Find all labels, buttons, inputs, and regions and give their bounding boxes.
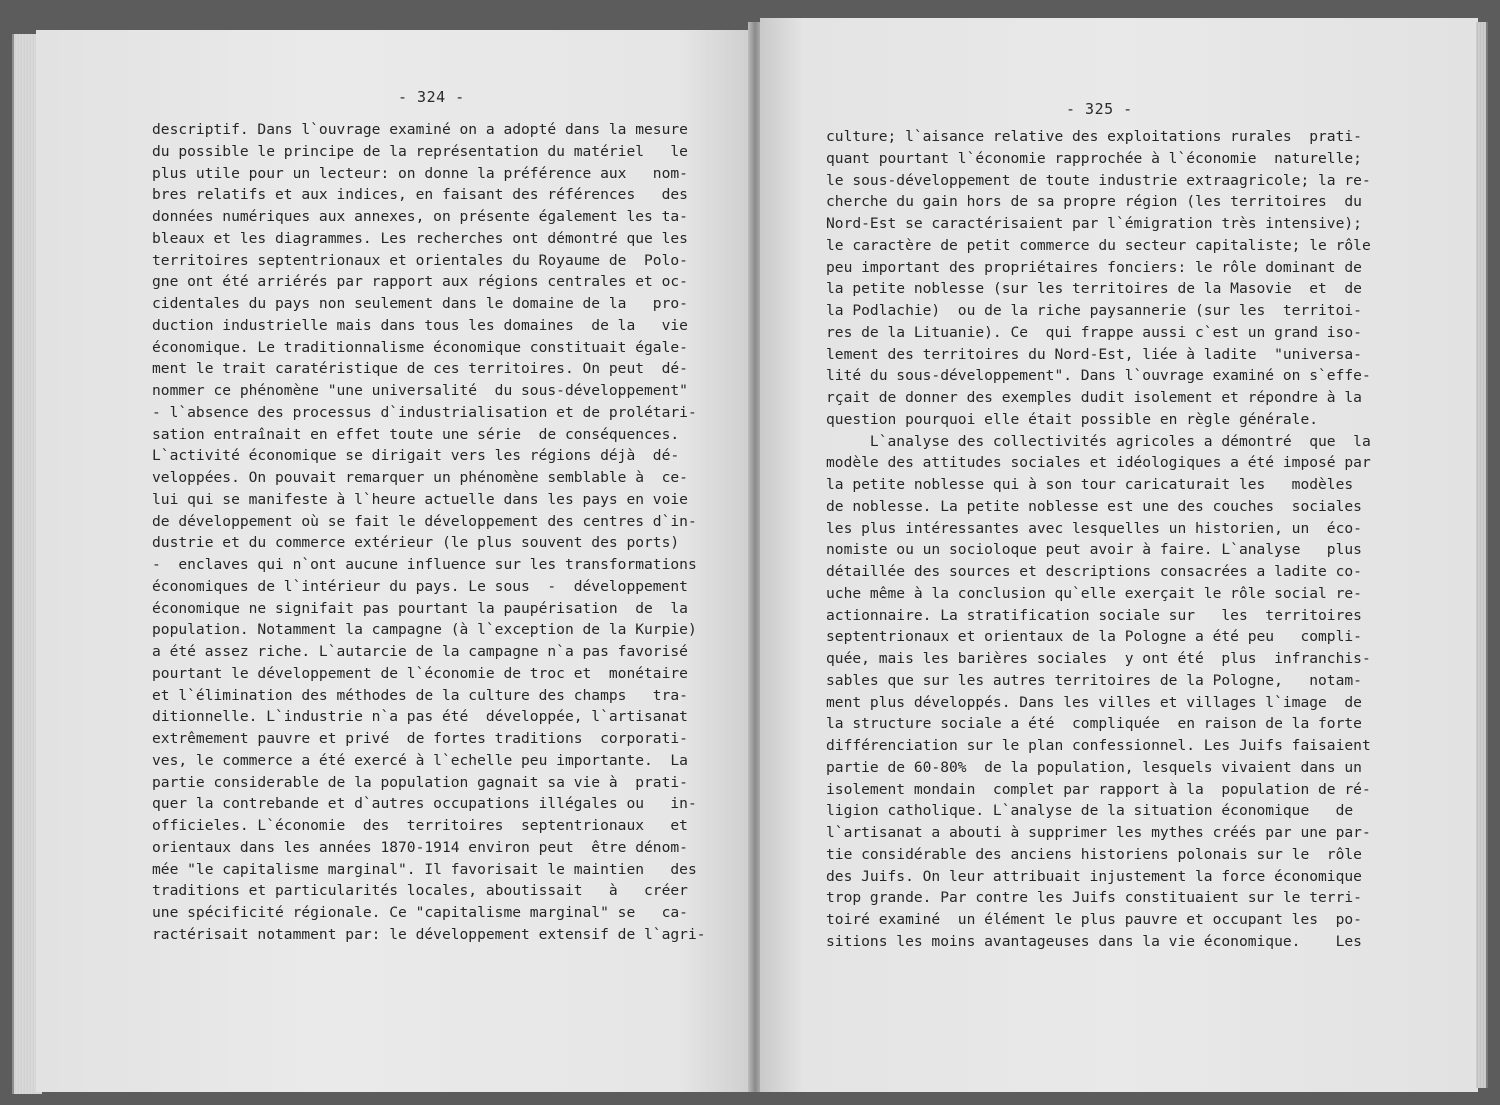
- text-line: isolement mondain complet par rapport à la population de ré-: [826, 780, 1371, 798]
- text-line: duction industrielle mais dans tous les domaines de la vie: [152, 316, 688, 334]
- text-line: tie considérable des anciens historiens polonais sur le rôle: [826, 845, 1362, 863]
- text-line: res de la Lituanie). Ce qui frappe aussi c`est un grand iso-: [826, 323, 1362, 341]
- text-line: des Juifs. On leur attribuait injustement la force économique: [826, 867, 1362, 885]
- left-page-number: - 324 -: [398, 88, 465, 106]
- text-line: Nord-Est se caractérisaient par l`émigration très intensive);: [826, 215, 1362, 232]
- text-line: l`artisanat a abouti à supprimer les mythes créés par une par-: [826, 824, 1371, 841]
- text-line: quée, mais les barières sociales y ont été plus infranchis-: [826, 650, 1371, 667]
- left-page-text: [152, 119, 706, 946]
- text-line: partie de 60-80% de la population, lesquels vivaient dans un: [826, 758, 1362, 776]
- text-line: extrêmement pauvre et privé de fortes traditions corporati-: [152, 730, 688, 747]
- text-line: une spécificité régionale. Ce "capitalisme marginal" se ca-: [152, 904, 688, 921]
- text-line: orientaux dans les années 1870-1914 environ peut être dénom-: [152, 838, 688, 856]
- text-line: le caractère de petit commerce du secteur capitaliste; le rôle: [826, 236, 1371, 254]
- text-line: a été assez riche. L`autarcie de la campagne n`a pas favorisé: [152, 643, 688, 660]
- text-line: de développement où se fait le développement des centres d`in-: [152, 512, 697, 530]
- text-line: territoires septentrionaux et orientales du Royaume de Polo-: [152, 251, 688, 269]
- text-line: - l`absence des processus d`industrialisation et de prolétari-: [152, 403, 697, 421]
- text-line: ment plus développés. Dans les villes et villages l`image de: [826, 693, 1362, 711]
- text-line: gne ont été arriérés par rapport aux régions centrales et oc-: [152, 273, 688, 291]
- text-line: actionnaire. La stratification sociale sur les territoires: [826, 606, 1362, 624]
- text-line: - enclaves qui n`ont aucune influence sur les transformations: [152, 556, 697, 573]
- text-line: quant pourtant l`économie rapprochée à l`économie naturelle;: [826, 149, 1362, 167]
- text-line: mée "le capitalisme marginal". Il favorisait le maintien des: [152, 860, 697, 878]
- text-line: trop grande. Par contre les Juifs constituaient sur le terri-: [826, 889, 1362, 907]
- text-line: L`activité économique se dirigait vers les régions déjà dé-: [152, 447, 680, 465]
- text-line: officieles. L`économie des territoires septentrionaux et: [152, 817, 688, 834]
- text-line: ligion catholique. L`analyse de la situation économique de: [826, 802, 1354, 820]
- text-line: lité du sous-développement". Dans l`ouvrage examiné on s`effe-: [826, 367, 1371, 385]
- text-line: le sous-développement de toute industrie extraagricole; la re-: [826, 171, 1371, 189]
- text-line: descriptif. Dans l`ouvrage examiné on a adopté dans la mesure: [152, 121, 688, 138]
- text-line: quer la contrebande et d`autres occupations illégales ou in-: [152, 795, 697, 813]
- text-line: ves, le commerce a été exercé à l`echelle peu importante. La: [152, 751, 688, 769]
- text-line: pourtant le développement de l`économie de troc et monétaire: [152, 664, 688, 682]
- text-line: sation entraînait en effet toute une série de conséquences.: [152, 425, 680, 443]
- text-line: veloppées. On pouvait remarquer un phénomène semblable à ce-: [152, 469, 688, 486]
- text-line: traditions et particularités locales, aboutissait à créer: [152, 882, 688, 900]
- text-line: et l`élimination des méthodes de la culture des champs tra-: [152, 686, 688, 704]
- text-line: lui qui se manifeste à l`heure actuelle dans les pays en voie: [152, 490, 688, 508]
- text-line: détaillée des sources et descriptions consacrées a ladite co-: [826, 563, 1362, 580]
- text-line: la petite noblesse qui à son tour caricaturait les modèles: [826, 476, 1354, 493]
- text-line: plus utile pour un lecteur: on donne la préférence aux nom-: [152, 164, 688, 182]
- text-line: ment le trait caratéristique de ces territoires. On peut dé-: [152, 360, 688, 378]
- text-line: rçait de donner des exemples dudit isolement et répondre à la: [826, 389, 1362, 406]
- text-line: du possible le principe de la représentation du matériel le: [152, 142, 688, 160]
- text-line: la Podlachie) ou de la riche paysannerie (sur les territoi-: [826, 302, 1362, 319]
- text-line: septentrionaux et orientaux de la Pologne a été peu compli-: [826, 628, 1362, 646]
- text-line: lement des territoires du Nord-Est, liée à ladite "universa-: [826, 345, 1362, 363]
- right-page-text: [826, 126, 1371, 953]
- text-line: sables que sur les autres territoires de la Pologne, notam-: [826, 671, 1362, 689]
- right-page-number: - 325 -: [1066, 100, 1133, 118]
- text-line: la structure sociale a été compliquée en raison de la forte: [826, 715, 1362, 733]
- text-line: bleaux et les diagrammes. Les recherches ont démontré que les: [152, 229, 688, 247]
- text-line: toiré examiné un élément le plus pauvre et occupant les po-: [826, 911, 1362, 928]
- text-line: population. Notamment la campagne (à l`exception de la Kurpie): [152, 621, 697, 639]
- text-line: partie considerable de la population gagnait sa vie à prati-: [152, 773, 688, 791]
- text-line: les plus intéressantes avec lesquelles un historien, un éco-: [826, 519, 1362, 537]
- text-line: ractérisait notamment par: le développement extensif de l`agri-: [152, 925, 706, 943]
- text-line: cidentales du pays non seulement dans le domaine de la pro-: [152, 295, 688, 312]
- right-page-edges: [1476, 22, 1488, 1088]
- text-line: L`analyse des collectivités agricoles a démontré que la: [826, 432, 1371, 450]
- text-line: ditionnelle. L`industrie n`a pas été développée, l`artisanat: [152, 708, 688, 726]
- text-line: modèle des attitudes sociales et idéologiques a été imposé par: [826, 454, 1371, 472]
- text-line: économique. Le traditionnalisme économique constituait égale-: [152, 338, 688, 356]
- text-line: nommer ce phénomène "une universalité du sous-développement": [152, 382, 688, 399]
- text-line: bres relatifs et aux indices, en faisant des références des: [152, 186, 688, 204]
- text-line: question pourquoi elle était possible en règle générale.: [826, 410, 1319, 428]
- text-line: uche même à la conclusion qu`elle exerçait le rôle social re-: [826, 584, 1362, 602]
- text-line: de noblesse. La petite noblesse est une des couches sociales: [826, 497, 1362, 515]
- text-line: économiques de l`intérieur du pays. Le sous - développement: [152, 577, 688, 595]
- text-line: nomiste ou un socioloque peut avoir à faire. L`analyse plus: [826, 541, 1362, 559]
- text-line: dustrie et du commerce extérieur (le plus souvent des ports): [152, 534, 680, 552]
- text-line: peu important des propriétaires fonciers: le rôle dominant de: [826, 258, 1362, 276]
- text-line: culture; l`aisance relative des exploitations rurales prati-: [826, 128, 1362, 145]
- text-line: données numériques aux annexes, on présente également les ta-: [152, 208, 688, 225]
- text-line: économique ne signifait pas pourtant la paupérisation de la: [152, 599, 688, 617]
- text-line: différenciation sur le plan confessionnel. Les Juifs faisaient: [826, 737, 1371, 754]
- text-line: sitions les moins avantageuses dans la vie économique. Les: [826, 932, 1362, 950]
- text-line: la petite noblesse (sur les territoires de la Masovie et de: [826, 280, 1362, 298]
- text-line: cherche du gain hors de sa propre région (les territoires du: [826, 193, 1362, 211]
